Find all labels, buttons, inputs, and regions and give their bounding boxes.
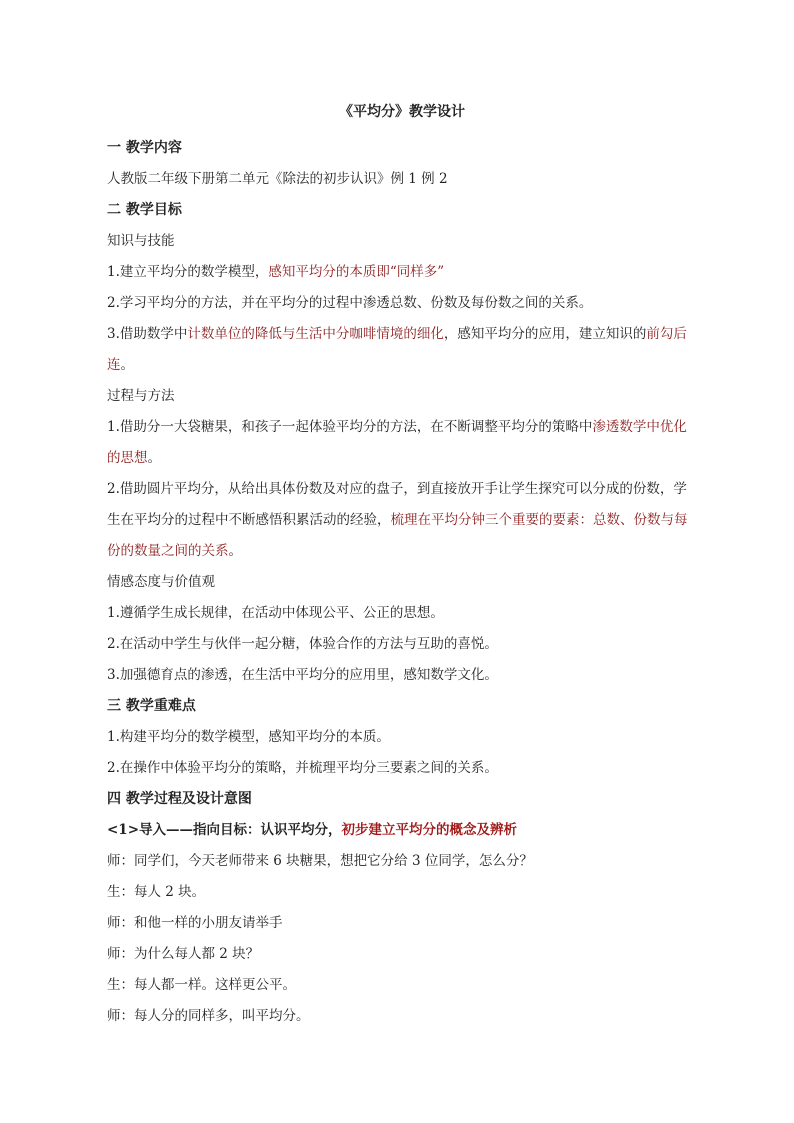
highlight-text: 初步建立平均分的概念及辨析 [341,822,518,838]
dialog-line: 师：每人分的同样多，叫平均分。 [107,1008,310,1024]
highlight-text: 渗透数学中优化的思想 [107,419,687,466]
emotion-item-1: 1.遵循学生成长规律，在活动中体现公平、公正的思想。 [107,605,444,621]
difficulty-item-1: 1.构建平均分的数学模型，感知平均分的本质。 [107,729,390,745]
dialog-line: 生：每人 2 块。 [107,884,206,900]
knowledge-item-3: 3.借助数学中计数单位的降低与生活中分咖啡情境的细化，感知平均分的应用，建立知识的前勾后连。 [107,326,687,373]
highlight-text: 感知平均分的本质即“同样多” [268,264,445,280]
document-title: 《平均分》教学设计 [339,104,465,120]
emotion-item-3: 3.加强德育点的渗透，在生活中平均分的应用里，感知数学文化。 [107,667,498,683]
section-heading-difficulties: 三 教学重难点 [107,698,196,714]
highlight-text: 计数单位的降低与生活中分咖啡情境的细化 [187,326,444,342]
dialog-line: 师：同学们，今天老师带来 6 块糖果，想把它分给 3 位同学，怎么分？ [107,853,533,869]
section-heading-goals: 二 教学目标 [107,202,182,218]
section-heading-process-design: 四 教学过程及设计意图 [107,791,252,807]
subheading-process: 过程与方法 [107,388,175,404]
content-line: 人教版二年级下册第二单元《除法的初步认识》例 1 例 2 [107,171,448,187]
difficulty-item-2: 2.在操作中体验平均分的策略，并梳理平均分三要素之间的关系。 [107,760,498,776]
intro-line: <1>导入——指向目标：认识平均分，初步建立平均分的概念及辨析 [107,822,518,838]
subheading-knowledge: 知识与技能 [107,233,175,249]
document-page [107,100,697,1032]
process-item-1: 1.借助分一大袋糖果，和孩子一起体验平均分的方法，在不断调整平均分的策略中渗透数学中优化的思想。 [107,419,687,466]
process-item-2: 2.借助圆片平均分，从给出具体份数及对应的盘子，到直接放开手让学生探究可以分成的份数，学生在平均分的过程中不断感悟积累活动的经验，梳理在平均分钟三个重要的要素：总数、份数与每份的数量之间的关系。 [107,481,688,559]
highlight-text: 前勾后连 [107,326,687,373]
dialog-line: 师：和他一样的小朋友请举手 [107,915,283,931]
dialog-line: 生：每人都一样。这样更公平。 [107,977,296,993]
subheading-emotion: 情感态度与价值观 [107,574,215,590]
highlight-text: 梳理在平均分钟三个重要的要素：总数、份数与每份的数量之间的关系 [107,512,688,559]
emotion-item-2: 2.在活动中学生与伙伴一起分糖，体验合作的方法与互助的喜悦。 [107,636,498,652]
knowledge-item-1: 1.建立平均分的数学模型，感知平均分的本质即“同样多” [107,264,445,280]
knowledge-item-2: 2.学习平均分的方法，并在平均分的过程中渗透总数、份数及每份数之间的关系。 [107,295,593,311]
section-heading-content: 一 教学内容 [107,140,182,156]
dialog-line: 师：为什么每人都 2 块？ [107,946,260,962]
